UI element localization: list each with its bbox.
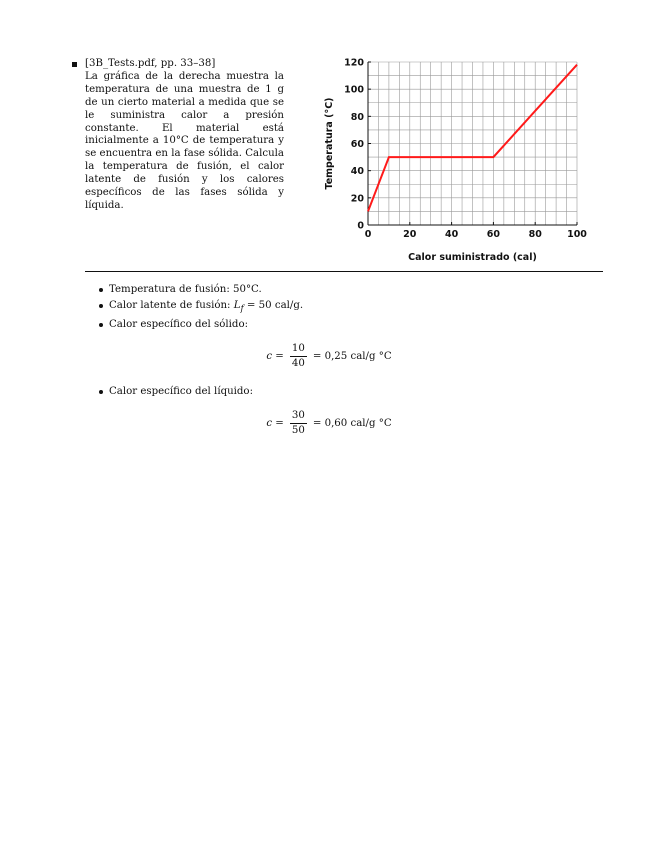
- liquid-eq-fraction: [290, 410, 307, 437]
- x-tick-label: 100: [567, 229, 587, 240]
- x-tick-label: 40: [444, 229, 459, 240]
- solid-eq-rhs: = 0,25 cal/g °C: [312, 350, 392, 362]
- answer-liquid-specific-heat: Calor específico del líquido:: [99, 384, 559, 400]
- latent-heat-subscript: f: [240, 304, 244, 315]
- liquid-eq-denominator: 50: [291, 425, 305, 437]
- x-tick-label: 0: [364, 229, 372, 240]
- solid-eq-fraction: [290, 343, 307, 370]
- square-bullet-icon: [72, 62, 77, 67]
- temperature-chart: [312, 52, 602, 272]
- solid-eq-numerator: 10: [290, 343, 307, 357]
- latent-heat-value: = 50 cal/g.: [246, 300, 304, 311]
- liquid-specific-heat-equation: [99, 410, 559, 437]
- solid-eq-lhs: c =: [266, 350, 284, 362]
- x-axis-label: Calor suministrado (cal): [408, 252, 537, 263]
- liquid-eq-numerator: 30: [290, 410, 307, 424]
- x-tick-label: 60: [486, 229, 501, 240]
- answer-fusion-temperature: Temperatura de fusión: 50°C.: [99, 282, 559, 298]
- y-tick-label: 120: [344, 57, 364, 69]
- y-tick-label: 40: [350, 166, 364, 178]
- latent-heat-label: Calor latente de fusión:: [109, 300, 231, 311]
- liquid-eq-rhs: = 0,60 cal/g °C: [312, 417, 392, 429]
- latent-heat-variable: L: [233, 300, 241, 311]
- y-tick-label: 60: [350, 139, 364, 150]
- x-tick-label: 20: [403, 229, 417, 240]
- problem-reference: [3B_Tests.pdf, pp. 33–38]: [85, 58, 216, 69]
- y-tick-label: 80: [350, 111, 364, 123]
- solid-eq-denominator: 40: [291, 358, 305, 370]
- y-axis-label: Temperatura (°C): [324, 97, 335, 190]
- y-tick-label: 20: [350, 193, 364, 205]
- y-tick-label: 100: [344, 84, 364, 96]
- x-tick-label: 80: [528, 229, 542, 240]
- solid-specific-heat-equation: [99, 343, 559, 370]
- problem-statement: La gráfica de la derecha muestra la temperatura de una muestra de 1 g de un cierto material a medida que se le suministra calor a presión constante. El material está inicialmente a 10°C de temperatura y se encuentra en la fase sólida. Calcula la temperatura de fusión, el calor latente de fusión y los calores específicos de las fases sólida y líquida.: [85, 70, 284, 211]
- section-divider: [85, 271, 603, 272]
- y-tick-label: 0: [357, 220, 364, 232]
- answer-solid-specific-heat: Calor específico del sólido:: [99, 317, 559, 333]
- problem-block: [74, 58, 284, 213]
- answers-block: [99, 282, 559, 451]
- answer-latent-heat: [99, 298, 559, 317]
- chart-svg: [312, 52, 602, 272]
- liquid-eq-lhs: c =: [266, 417, 284, 429]
